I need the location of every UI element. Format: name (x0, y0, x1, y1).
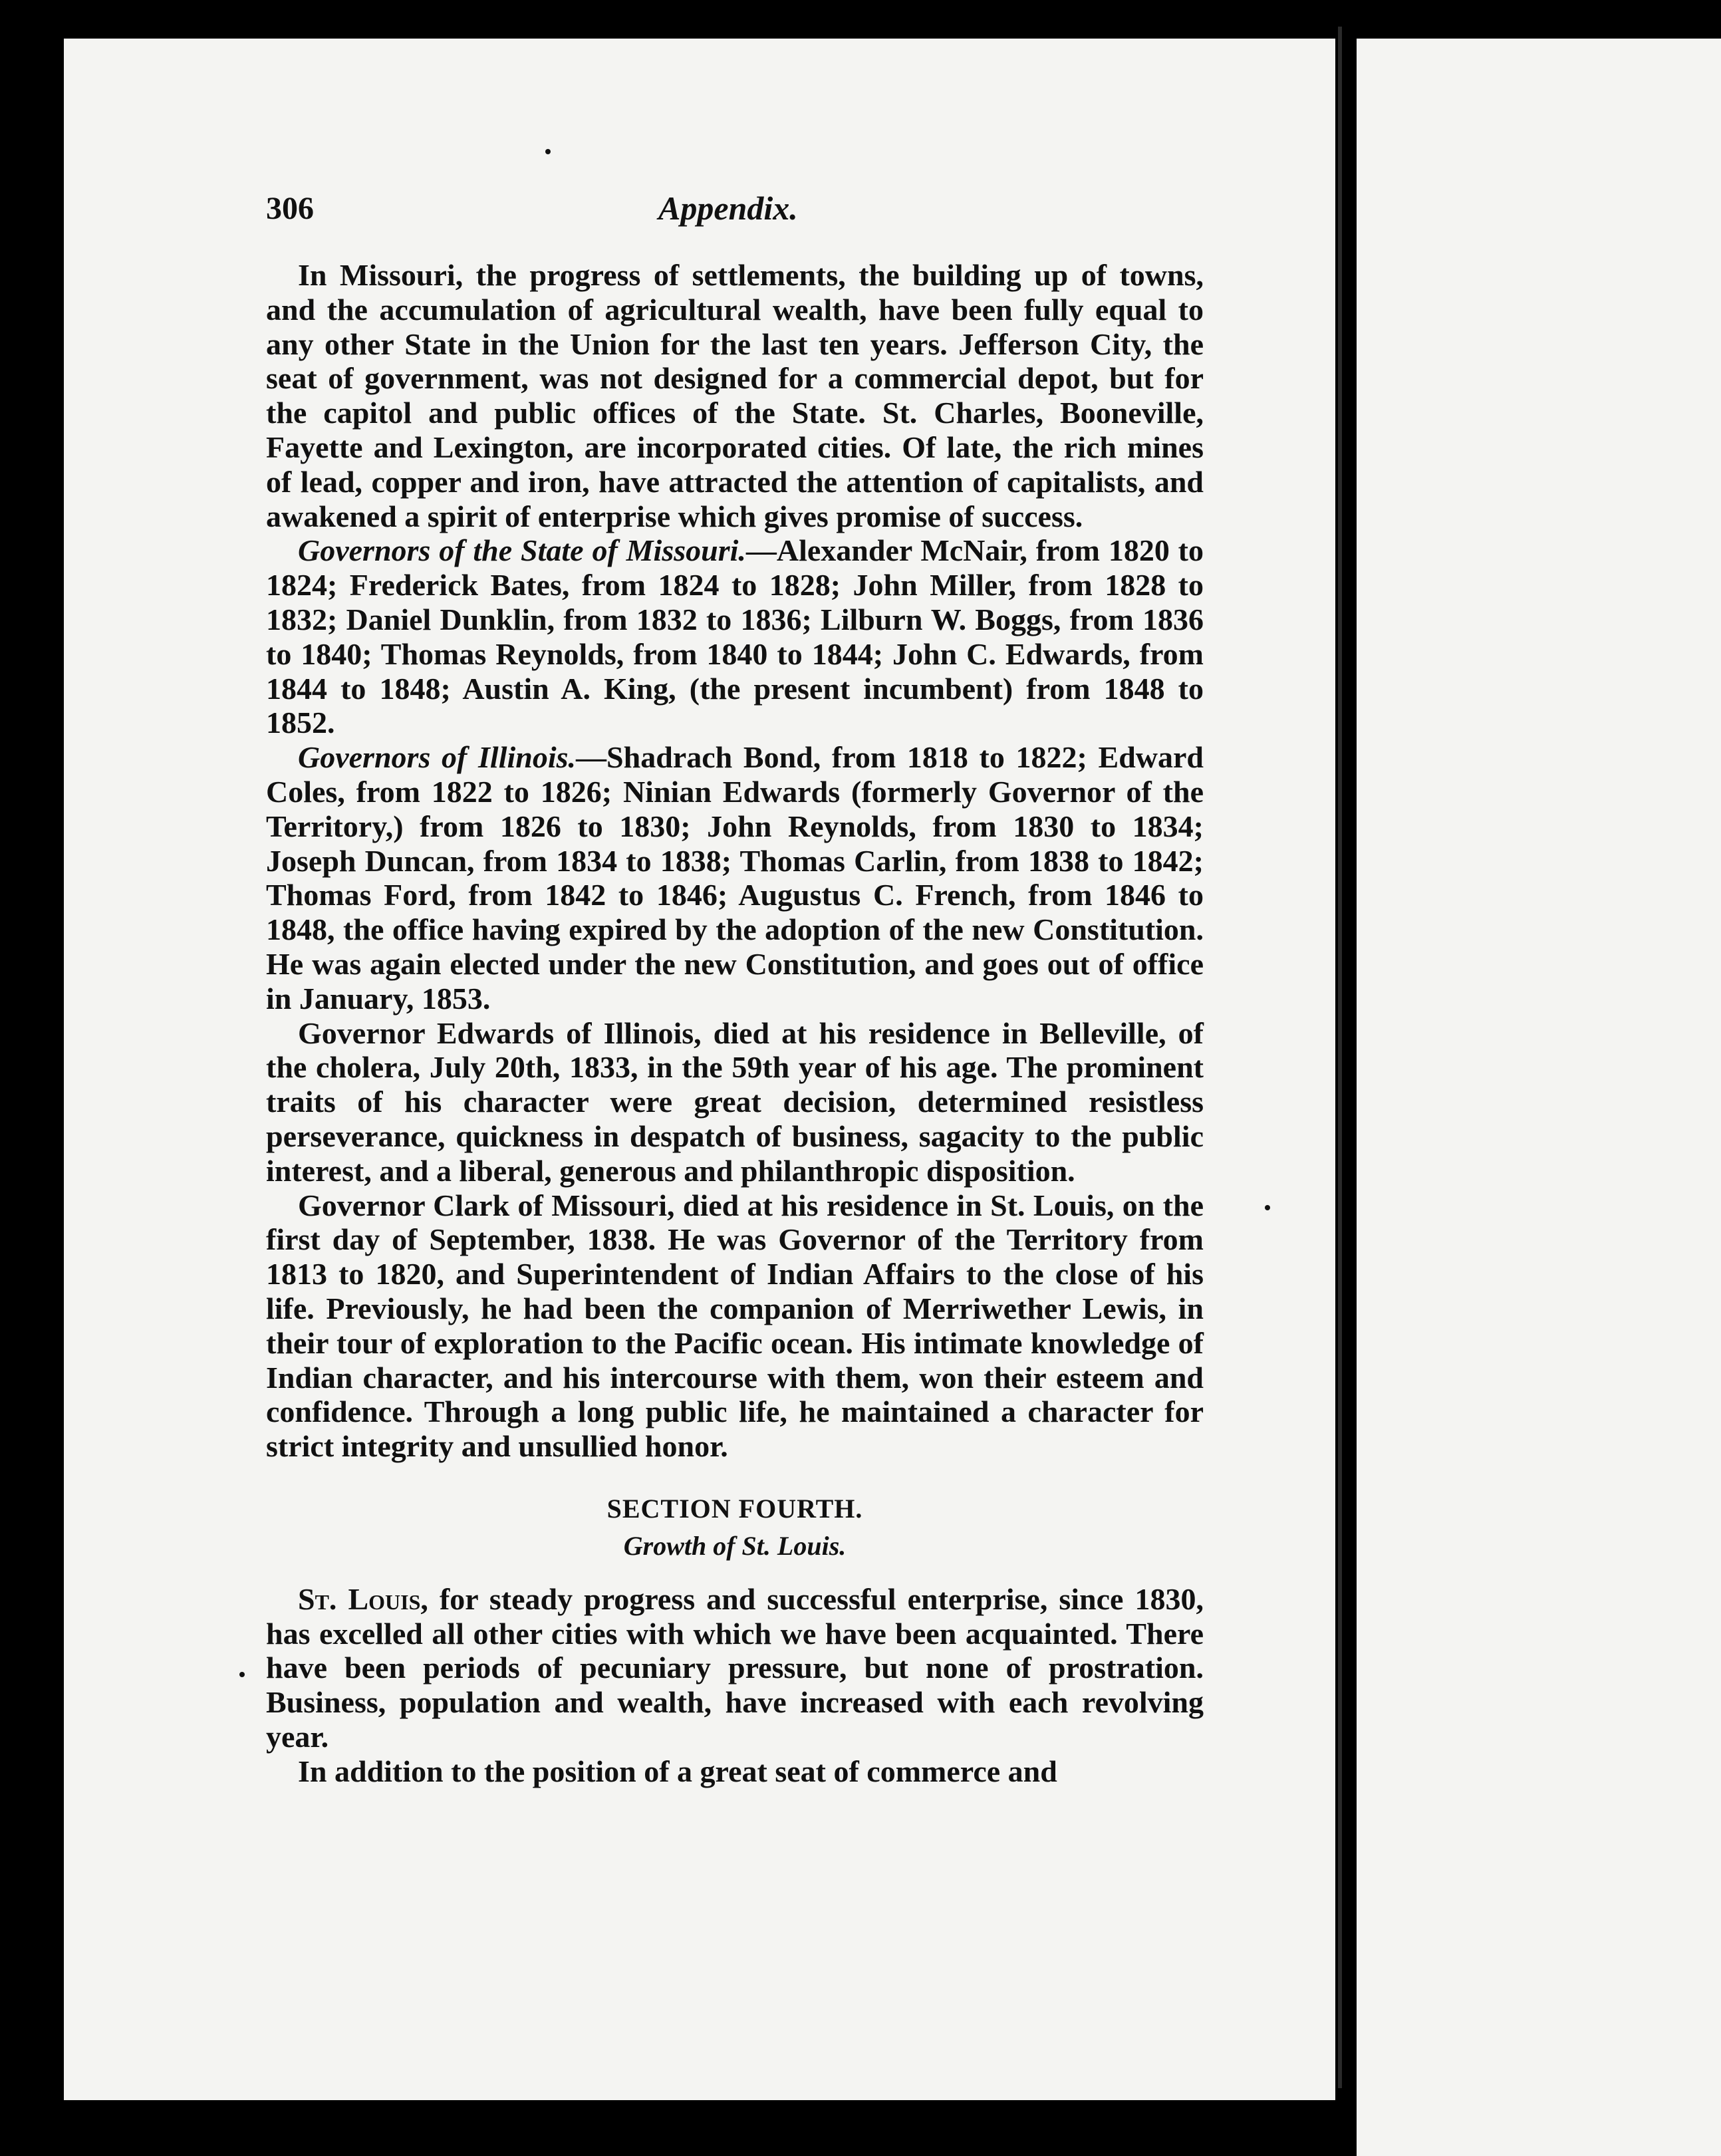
paragraph-body: —Alexander McNair, from 1820 to 1824; Frederick Bates, from 1824 to 1828; John Miller, from 1828 to 1832; Daniel Dunklin, from 1832 to 1836; Lilburn W. Boggs, from 1836 to 1840; Thomas Reynolds, from 1840 to 1844; John C. Edwards, from 1844 to 1848; Austin A. King, (the present incumbent) from 1848 to 1852. (266, 533, 1204, 740)
paragraph-lead: Governors of the State of Missouri. (298, 533, 746, 568)
paragraph-body: for steady progress and successful enterprise, since 1830, has excelled all other cities with which we have been acquainted. There have been periods of pecuniary pressure, but none of prostration. Business, population and wealth, have increased with each revolving year. (266, 1581, 1204, 1754)
print-speck (239, 1672, 245, 1677)
print-speck (545, 149, 551, 154)
section-subtitle: Growth of St. Louis. (623, 1530, 847, 1561)
page-number: 306 (266, 191, 314, 226)
paragraph-missouri-governors (266, 533, 1204, 740)
paragraph-st-louis-commerce: In addition to the position of a great seat of commerce and (298, 1754, 1057, 1788)
paragraph-governor-edwards: Governor Edwards of Illinois, died at his residence in Belleville, of the cholera, July 20th, 1833, in the 59th year of his age. The prominent traits of his character were great decision, determined resistless perseverance, quickness in despatch of business, sagacity to the public interest, and a liberal, generous and philanthropic disposition. (266, 1015, 1204, 1188)
running-head-title: Appendix. (658, 190, 798, 227)
page-text (266, 192, 1204, 1789)
paragraph-governor-clark: Governor Clark of Missouri, died at his residence in St. Louis, on the first day of September, 1838. He was Governor of the Territory from 1813 to 1820, and Superintendent of Indian Affairs to the close of his life. Previously, he had been the companion of Merriwether Lewis, in their tour of exploration to the Pacific ocean. His intimate knowledge of Indian character, and his intercourse with them, won their esteem and confidence. Through a long public life, he maintained a character for strict integrity and unsullied honor. (266, 1188, 1204, 1464)
right-page (1357, 39, 1721, 2156)
paragraph-body: —Shadrach Bond, from 1818 to 1822; Edward Coles, from 1822 to 1826; Ninian Edwards (formerly Governor of the Territory,) from 1826 to 1830; John Reynolds, from 1830 to 1834; Joseph Duncan, from 1834 to 1838; Thomas Carlin, from 1838 to 1842; Thomas Ford, from 1842 to 1846; Augustus C. French, from 1846 to 1848, the office having expired by the adoption of the new Constitution. He was again elected under the new Constitution, and goes out of office in January, 1853. (266, 740, 1204, 1015)
section-heading: SECTION FOURTH. (606, 1493, 863, 1524)
paragraph-illinois-governors (266, 740, 1204, 1015)
paragraph-missouri-progress: In Missouri, the progress of settlements, the building up of towns, and the accumulation of agricultural wealth, have been fully equal to any other State in the Union for the last ten years. Jefferson City, the seat of government, was not designed for a commercial depot, but for the capitol and public offices of the State. St. Charles, Booneville, Fayette and Lexington, are incorporated cities. Of late, the rich mines of lead, copper and iron, have attracted the attention of capitalists, and awakened a spirit of enterprise which gives promise of success. (266, 258, 1204, 533)
print-speck (1265, 1205, 1270, 1210)
page-gutter (1338, 27, 1342, 2088)
running-head (266, 192, 1204, 231)
paragraph-lead: Governors of Illinois. (298, 740, 577, 775)
paragraph-st-louis-growth (266, 1582, 1204, 1754)
paragraph-lead: St. Louis, (298, 1581, 428, 1616)
